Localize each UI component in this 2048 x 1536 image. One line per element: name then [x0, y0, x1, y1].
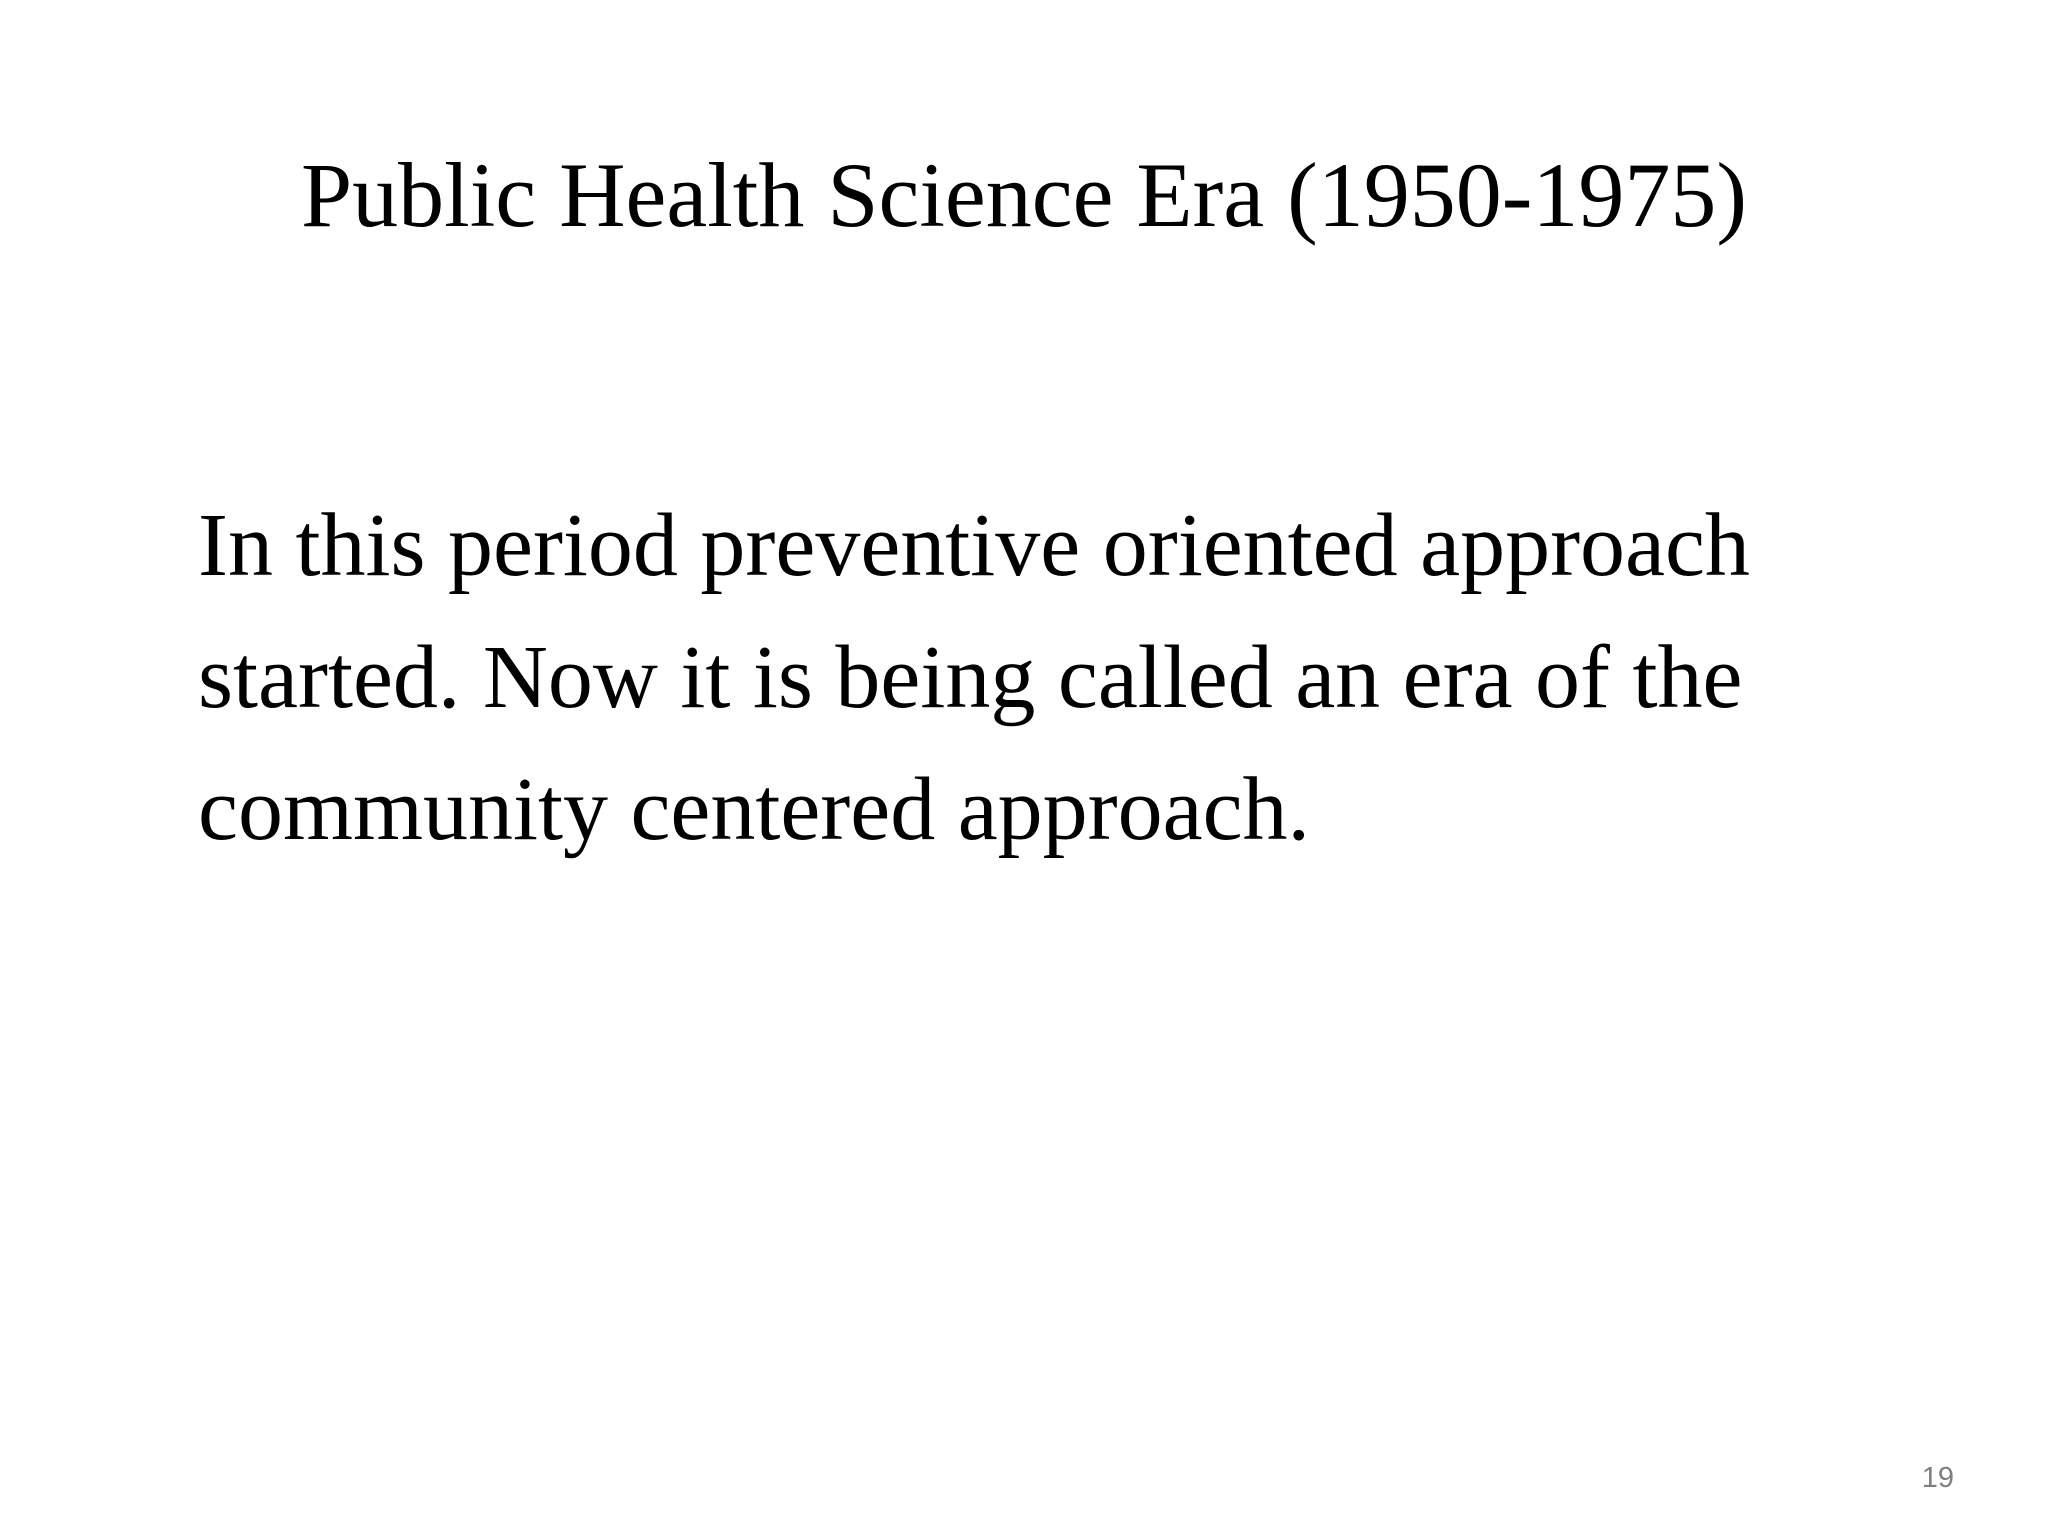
- slide-body: [198, 480, 1848, 876]
- body-line: community centered approach.: [198, 760, 1311, 859]
- body-line: started. Now it is being called an era of the: [198, 628, 1743, 727]
- slide-page-number: 19: [1921, 1462, 1954, 1494]
- body-line: In this period preventive oriented approach: [198, 496, 1750, 595]
- slide-title: Public Health Science Era (1950-1975): [301, 144, 1747, 246]
